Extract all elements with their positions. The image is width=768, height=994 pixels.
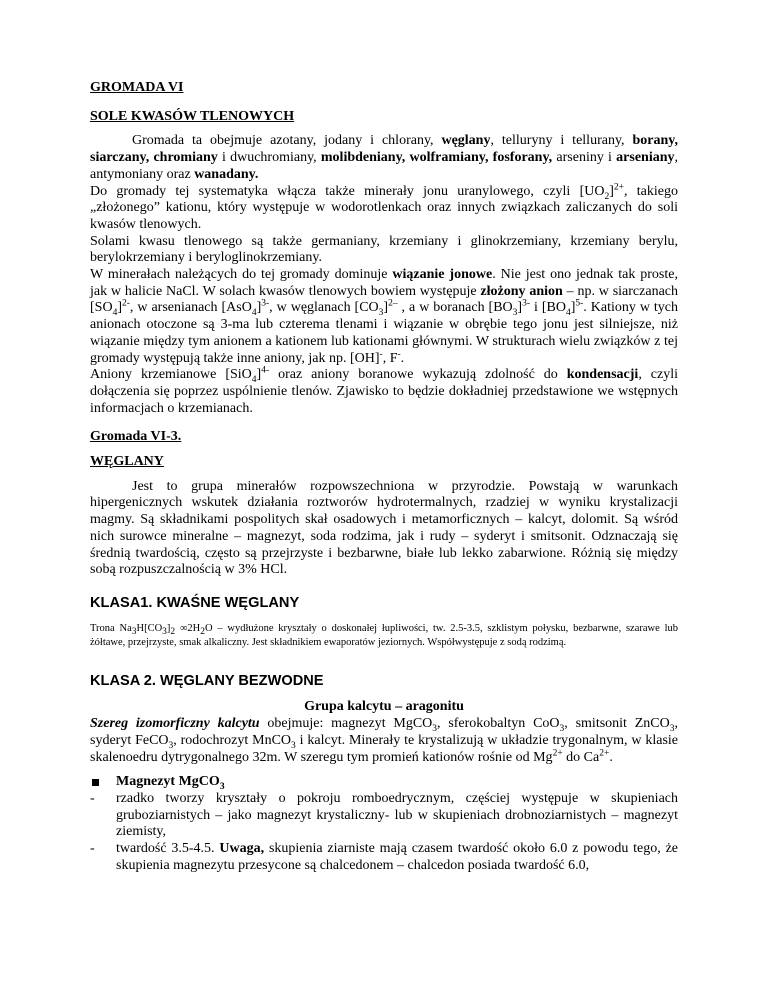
magnezyt-list	[90, 774, 678, 874]
heading-gromada-vi-3: Gromada VI-3.	[90, 429, 182, 445]
heading-sole-kwasow: SOLE KWASÓW TLENOWYCH	[90, 108, 295, 124]
document-page	[90, 80, 678, 874]
dash-marker: -	[90, 790, 95, 806]
paragraph-wiazanie: W minerałach należących do tej gromady dominuje wiązanie jonowe. Nie jest ono jednak tak proste, jak w halicie NaCl. W solach kwasów tlenowych bowiem występuje złożony anion – np. w siarczanach $[SO_4]^{2-}$, w arsenianach $[AsO_4]^{3-}$, w węglanach $[CO_3]^{2-}$ , a w boranach $[BO_3]^{3-}$ i $[BO_4]^{5-}$. Kationy w tych anionach otoczone są 3-ma lub czterema tlenami i wiązanie w obrębie tego jonu jest silniejsze, niż wiązanie między tym anionem a kationem lub kationami głównymi. W strukturach wielu związków z tej gromady występują także inne aniony, jak np. [OH]-, F-.	[90, 267, 678, 366]
heading-klasa-1: KLASA1. KWAŚNE WĘGLANY	[90, 594, 300, 611]
heading-weglany: WĘGLANY	[90, 454, 164, 470]
heading-klasa-2: KLASA 2. WĘGLANY BEZWODNE	[90, 672, 324, 689]
heading-gromada-vi: GROMADA VI	[90, 80, 184, 95]
square-bullet-icon	[92, 779, 99, 786]
paragraph-kondensacja: Aniony krzemianowe $[SiO_4]^{4-}$ oraz aniony boranowe wykazują zdolność do kondensacji, czyli dołączenia się poprzez uspólnienie tlenów. Zjawisko to będzie dokładniej przedstawione we wstępnych informacjach o krzemianach.	[90, 365, 678, 416]
paragraph-intro: Gromada ta obejmuje azotany, jodany i chlorany, węglany, telluryny i tellurany, borany, siarczany, chromiany i dwuchromiany, molibdeniany, wolframiany, fosforany, arseniny i arseniany, antymoniany oraz wanadany.	[90, 133, 678, 182]
paragraph-germaniany: Solami kwasu tlenowego są także germaniany, krzemiany i glinokrzemiany, krzemiany berylu, berylokrzemiany i beryloglinokrzemiany.	[90, 233, 678, 266]
list-item-magnezyt: Magnezyt MgCO$_3$	[90, 774, 678, 791]
paragraph-trona: Trona $Na_3H[CO_3]_2$ $\infty 2H_2O$ – wydłużone kryształy o doskonałej łupliwości, tw. 2.5-3.5, szklistym połysku, bezbarwne, szarawe lub żółtawe, przejrzyste, smak alkaliczny. Jest składnikiem ewaporatów jeziornych. Współwystępuje z sodą rodzimą.	[90, 622, 678, 649]
paragraph-uranyl: Do gromady tej systematyka włącza także minerały jonu uranylowego, czyli $[UO_2]^{2+}$, takiego „złożonego” kationu, który występuje w wodorotlenkach oraz innych związkach zaliczanych do soli kwasów tlenowych.	[90, 181, 678, 232]
heading-grupa-kalcytu: Grupa kalcytu – aragonitu	[304, 699, 464, 715]
dash-marker: -	[90, 841, 95, 857]
list-subitem-pokroj: - rzadko tworzy kryształy o pokroju romboedrycznym, częściej występuje w skupieniach gruboziarnistych – jako magnezyt krystaliczny- lub w skupieniach drobnoziarnistych – magnezyt ziemisty,	[90, 790, 678, 840]
paragraph-weglany: Jest to grupa minerałów rozpowszechniona w przyrodzie. Powstają w warunkach hipergenicznych wskutek działania roztworów hydrotermalnych, rzadziej w wyniku krystalizacji magmy. Są składnikami pospolitych skał osadowych i metamorficznych – kalcyt, dolomit. Są wśród nich surowce mineralne – magnezyt, soda rodzima, jak i rudy – syderyt i smitsonit. Odznaczają się średnią twardością, często są przejrzyste i bezbarwne, białe lub lekko zabarwione. Różnią się między sobą rozpuszczalnością w 3% HCl.	[90, 478, 678, 578]
paragraph-szereg: Szereg izomorficzny kalcytu obejmuje: magnezyt MgCO$_3$, sferokobaltyn CoO$_3$, smitsonit ZnCO$_3$, syderyt FeCO$_3$, rodochrozyt MnCO$_3$ i kalcyt. Minerały te krystalizują w układzie trygonalnym, w klasie skalenoedru dytrygonalnego 32m. W szeregu tym promień kationów rośnie od $Mg^{2+}$ do $Ca^{2+}$.	[90, 716, 678, 765]
list-subitem-twardosc: - twardość 3.5-4.5. Uwaga, skupienia ziarniste mają czasem twardość około 6.0 z powodu tego, że skupienia magnezytu przesycone są chalcedonem – chalcedon posiada twardość 6.0,	[90, 841, 679, 873]
